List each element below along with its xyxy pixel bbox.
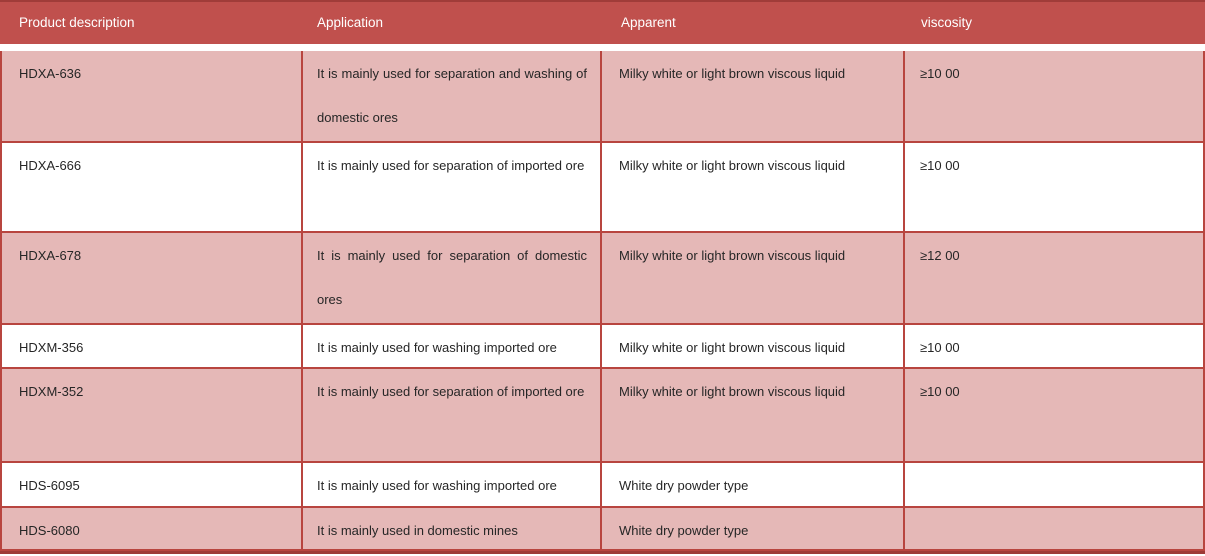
cell-viscosity: ≥10 00 bbox=[905, 325, 1205, 367]
cell-product: HDS-6080 bbox=[0, 508, 303, 549]
cell-apparent: Milky white or light brown viscous liquid bbox=[602, 325, 905, 367]
table-bottom-border bbox=[0, 551, 1205, 554]
header-body-divider bbox=[0, 44, 1205, 51]
cell-viscosity: ≥10 00 bbox=[905, 51, 1205, 141]
cell-product: HDXM-352 bbox=[0, 369, 303, 461]
header-product-description: Product description bbox=[19, 15, 135, 30]
table-row bbox=[0, 325, 1205, 369]
cell-viscosity bbox=[905, 508, 1205, 549]
cell-application: It is mainly used for separation and washing of domestic ores bbox=[303, 51, 602, 141]
table-header-row bbox=[0, 0, 1205, 44]
cell-viscosity bbox=[905, 463, 1205, 506]
header-apparent: Apparent bbox=[621, 15, 676, 30]
table-row bbox=[0, 51, 1205, 143]
table-row bbox=[0, 233, 1205, 325]
cell-product: HDS-6095 bbox=[0, 463, 303, 506]
cell-viscosity: ≥12 00 bbox=[905, 233, 1205, 323]
cell-application: It is mainly used for washing imported ore bbox=[303, 463, 602, 506]
cell-apparent: Milky white or light brown viscous liquid bbox=[602, 233, 905, 323]
table-row bbox=[0, 508, 1205, 551]
cell-application: It is mainly used for separation of imported ore bbox=[303, 143, 602, 231]
cell-apparent: Milky white or light brown viscous liquid bbox=[602, 51, 905, 141]
table-row bbox=[0, 463, 1205, 508]
cell-application: It is mainly used in domestic mines bbox=[303, 508, 602, 549]
cell-application: It is mainly used for separation of imported ore bbox=[303, 369, 602, 461]
cell-product: HDXM-356 bbox=[0, 325, 303, 367]
cell-viscosity: ≥10 00 bbox=[905, 369, 1205, 461]
table-row bbox=[0, 143, 1205, 233]
header-viscosity: viscosity bbox=[921, 15, 973, 30]
cell-product: HDXA-666 bbox=[0, 143, 303, 231]
cell-application: It is mainly used for washing imported ore bbox=[303, 325, 602, 367]
cell-product: HDXA-678 bbox=[0, 233, 303, 323]
cell-apparent: Milky white or light brown viscous liquid bbox=[602, 369, 905, 461]
header-application: Application bbox=[317, 15, 384, 30]
cell-product: HDXA-636 bbox=[0, 51, 303, 141]
cell-application: It is mainly used for separation of domestic ores bbox=[303, 233, 602, 323]
cell-viscosity: ≥10 00 bbox=[905, 143, 1205, 231]
cell-apparent: Milky white or light brown viscous liquid bbox=[602, 143, 905, 231]
table-row bbox=[0, 369, 1205, 463]
cell-apparent: White dry powder type bbox=[602, 463, 905, 506]
cell-apparent: White dry powder type bbox=[602, 508, 905, 549]
